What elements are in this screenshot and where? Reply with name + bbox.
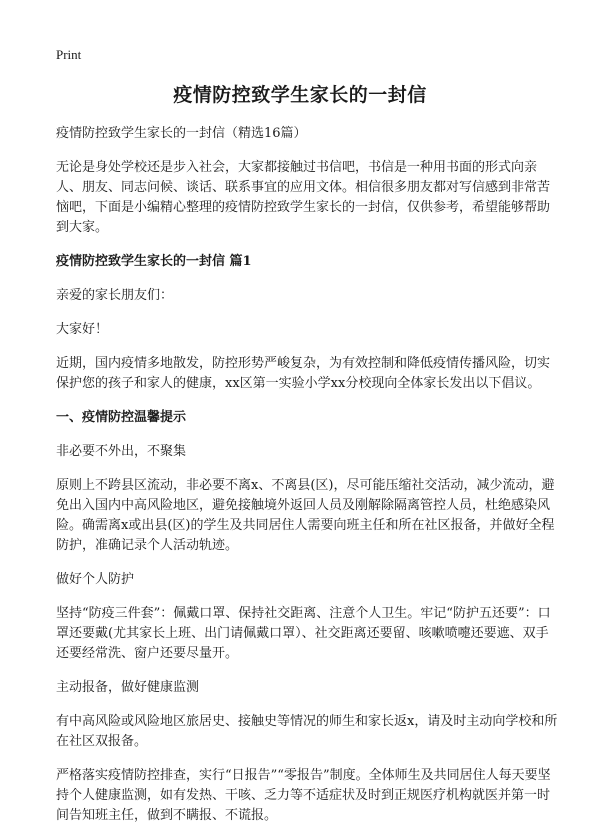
greeting-paragraph: 大家好！: [56, 322, 109, 337]
section-heading: 疫情防控致学生家长的一封信 篇1: [56, 254, 252, 269]
subtitle-paragraph: 疫情防控致学生家长的一封信（精选16篇）: [56, 126, 307, 141]
tip-heading: 非必要不外出，不聚集: [56, 444, 187, 459]
salutation-paragraph: 亲爱的家长朋友们：: [56, 288, 174, 303]
intro-paragraph: 无论是身处学校还是步入社会，大家都接触过书信吧，书信是一种用书面的形式向亲人、朋友、同志问候、谈话、联系事宜的应用文体。相信很多朋友都对写信感到非常苦恼吧，下面是小编精心整理的疫情防控致学生家长的一封信，仅供参考，希望能够帮助到大家。: [56, 160, 551, 235]
document-body: [56, 124, 560, 840]
tip-heading: 主动报备，做好健康监测: [56, 680, 200, 695]
subsection-heading: 一、疫情防控温馨提示: [56, 410, 187, 425]
body-paragraph: 原则上不跨县区流动，非必要不离x、不离县(区)，尽可能压缩社交活动，减少流动，避免出入国内中高风险地区，避免接触境外返回人员及刚解除隔离管控人员，杜绝感染风险。确需离x或出县(区)的学生及共同居住人需要向班主任和所在社区报备，并做好全程防护，准确记录个人活动轨迹。: [56, 478, 555, 553]
body-paragraph: 近期，国内疫情多地散发，防控形势严峻复杂，为有效控制和降低疫情传播风险，切实保护您的孩子和家人的健康，xx区第一实验小学xx分校现向全体家长发出以下倡议。: [56, 356, 551, 391]
tip-heading: 做好个人防护: [56, 572, 135, 587]
body-paragraph: 有中高风险或风险地区旅居史、接触史等情况的师生和家长返x，请及时主动向学校和所在社区双报备。: [56, 714, 558, 749]
page-title: 疫情防控致学生家长的一封信: [173, 84, 427, 106]
body-paragraph: 严格落实疫情防控排查，实行“日报告”“零报告”制度。全体师生及共同居住人每天要坚持个人健康监测，如有发热、干咳、乏力等不适症状及时到正规医疗机构就医并第一时间告知班主任，做到不瞒报、不谎报。: [56, 768, 551, 823]
print-link[interactable]: Print: [56, 47, 82, 62]
body-paragraph: 坚持“防疫三件套”：佩戴口罩、保持社交距离、注意个人卫生。牢记“防护五还要”：口罩还要戴(尤其家长上班、出门请佩戴口罩）、社交距离还要留、咳嗽喷嚏还要遮、双手还要经常洗、窗户还要尽量开。: [56, 606, 551, 661]
